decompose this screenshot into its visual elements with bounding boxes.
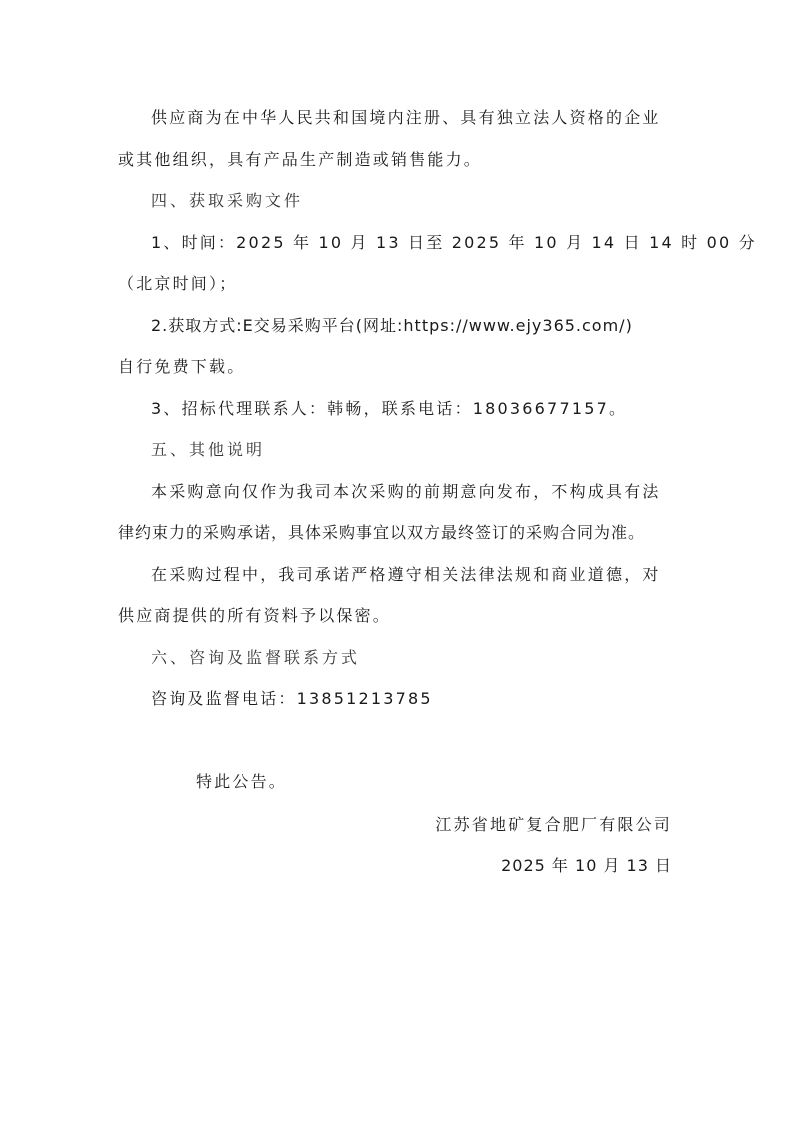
- signature-date: 2025 年 10 月 13 日: [501, 856, 672, 875]
- paragraph-supplier-qualification-line1: 供应商为在中华人民共和国境内注册、具有独立法人资格的企业: [151, 108, 661, 127]
- paragraph-confidentiality-line1: 在采购过程中，我司承诺严格遵守相关法律法规和商业道德，对: [151, 565, 661, 584]
- paragraph-time-line1: 1、时间：2025 年 10 月 13 日至 2025 年 10 月 14 日 14 时 00 分: [151, 233, 757, 252]
- paragraph-disclaimer-line2: 律约束力的采购承诺，具体采购事宜以双方最终签订的采购合同为准。: [118, 523, 646, 542]
- paragraph-time-line2: （北京时间）；: [118, 274, 238, 293]
- paragraph-method-line2: 自行免费下载。: [118, 357, 246, 376]
- paragraph-confidentiality-line2: 供应商提供的所有资料予以保密。: [118, 606, 392, 625]
- closing-statement: 特此公告。: [196, 772, 288, 791]
- section-heading-other-notes: 五、其他说明: [151, 440, 266, 459]
- paragraph-agent-contact: 3、招标代理联系人：韩畅，联系电话：18036677157。: [151, 399, 628, 418]
- paragraph-disclaimer-line1: 本采购意向仅作为我司本次采购的前期意向发布，不构成具有法: [151, 482, 661, 501]
- paragraph-supervision-phone: 咨询及监督电话：13851213785: [151, 689, 433, 708]
- section-heading-consultation: 六、咨询及监督联系方式: [151, 648, 361, 667]
- section-heading-obtain-documents: 四、获取采购文件: [151, 191, 304, 210]
- signature-company: 江苏省地矿复合肥厂有限公司: [435, 815, 672, 834]
- paragraph-supplier-qualification-line2: 或其他组织，具有产品生产制造或销售能力。: [118, 150, 483, 169]
- paragraph-method-line1: 2.获取方式:E交易采购平台(网址:https://www.ejy365.com/): [151, 316, 633, 335]
